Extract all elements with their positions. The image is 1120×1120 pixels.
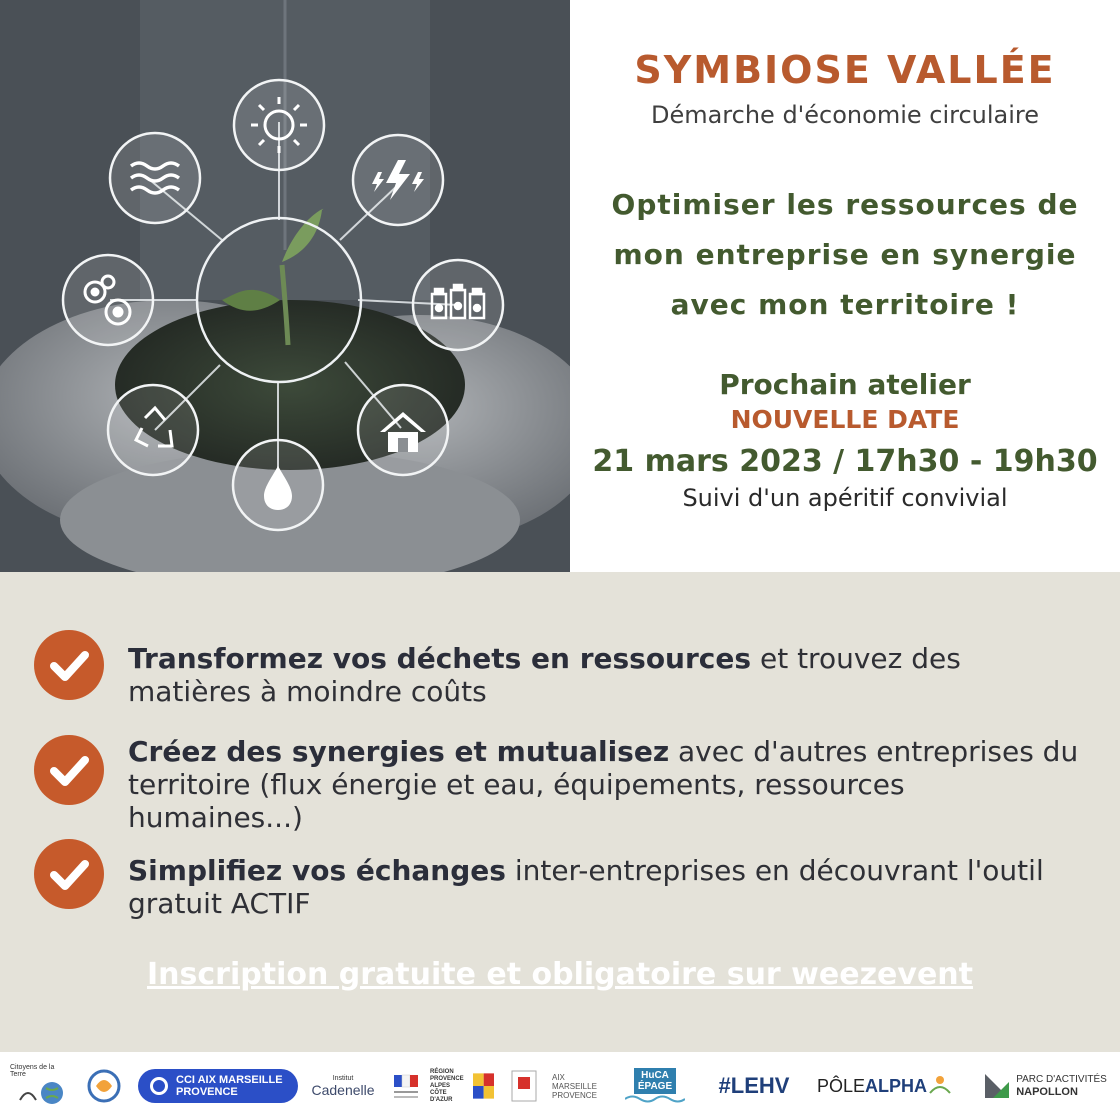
hero-illustration <box>0 0 570 572</box>
cci-icon <box>150 1077 168 1095</box>
logo-huca <box>622 1052 688 1120</box>
new-date-badge: NOUVELLE DATE <box>730 405 960 434</box>
partner-logos <box>0 1052 1120 1120</box>
check-icon <box>34 630 104 700</box>
benefit-rest: et trouvez des matières à moindre coûts <box>128 642 961 708</box>
lehv-label: #LEHV <box>718 1073 790 1098</box>
region-line-3: ALPES <box>430 1082 451 1089</box>
logo-aix-marseille-provence <box>552 1052 612 1120</box>
tagline-line-2: mon entreprise en synergie <box>613 238 1077 271</box>
tagline <box>580 180 1110 330</box>
benefit-bold: Créez des synergies et mutualisez <box>128 735 670 768</box>
workshop-note: Suivi d'un apéritif convivial <box>682 484 1008 512</box>
tagline-line-1: Optimiser les ressources de <box>611 188 1079 221</box>
logo-department <box>504 1052 544 1120</box>
benefit-text <box>128 735 1088 834</box>
napollon-icon <box>983 1072 1011 1100</box>
huca-line-1: HuCA <box>641 1070 669 1081</box>
cadenelle-name: Cadenelle <box>311 1081 375 1098</box>
amp-line-3: PROVENCE <box>552 1090 597 1100</box>
check-icon <box>34 839 104 909</box>
benefits-panel <box>0 572 1120 1052</box>
wave-icon <box>625 1094 685 1104</box>
logo-cci <box>136 1052 300 1120</box>
swirl-icon <box>86 1068 122 1104</box>
logo-republique <box>388 1052 424 1120</box>
amp-line-1: AIX <box>552 1072 565 1082</box>
department-crest-icon <box>510 1069 538 1103</box>
benefit-text <box>128 854 1088 920</box>
check-icon <box>34 735 104 805</box>
logo-swirl <box>82 1052 126 1120</box>
benefit-rest: avec d'autres entreprises du territoire (flux énergie et eau, équipements, ressources humaines...) <box>128 735 1079 834</box>
page-subtitle: Démarche d'économie circulaire <box>650 101 1040 129</box>
logo-citoyens-de-la-terre <box>10 1052 72 1120</box>
page-title: SYMBIOSE VALLÉE <box>634 48 1056 92</box>
logo-cadenelle <box>308 1052 378 1120</box>
benefit-rest: inter-entreprises en découvrant l'outil gratuit ACTIF <box>128 854 1044 920</box>
pole-label: PÔLE <box>816 1075 866 1096</box>
huca-line-2: ÉPAGE <box>637 1081 673 1092</box>
tagline-line-3: avec mon territoire ! <box>670 288 1020 321</box>
workshop-label: Prochain atelier <box>719 368 971 401</box>
region-line-4: CÔTE D'AZUR <box>430 1089 453 1103</box>
region-line-1: RÉGION <box>430 1068 454 1075</box>
cci-line-2: PROVENCE <box>176 1086 238 1098</box>
cci-line-1: CCI AIX MARSEILLE <box>176 1074 283 1086</box>
logo-napollon <box>980 1052 1110 1120</box>
napollon-line-1: PARC D'ACTIVITÉS <box>1016 1074 1107 1085</box>
region-crest-icon <box>473 1073 494 1099</box>
alpha-label: ALPHA <box>865 1075 928 1096</box>
benefit-bold: Transformez vos déchets en ressources <box>128 642 752 675</box>
pole-alpha-icon <box>927 1073 953 1099</box>
logo-pole-alpha <box>810 1052 960 1120</box>
logo-lehv <box>708 1052 800 1120</box>
napollon-line-2: NAPOLLON <box>1016 1086 1078 1098</box>
benefit-text <box>128 642 1088 708</box>
headline-panel <box>570 0 1120 572</box>
amp-line-2: MARSEILLE <box>552 1081 597 1091</box>
logo-citoyens-label: Citoyens de la Terre <box>10 1064 55 1078</box>
benefit-bold: Simplifiez vos échanges <box>128 854 506 887</box>
region-line-2: PROVENCE <box>430 1075 464 1082</box>
logo-region <box>430 1052 494 1120</box>
workshop-date: 21 mars 2023 / 17h30 - 19h30 <box>592 444 1098 479</box>
signup-link[interactable]: Inscription gratuite et obligatoire sur weezevent <box>147 957 973 992</box>
flag-icon <box>392 1071 420 1101</box>
globe-icon <box>16 1078 66 1108</box>
hero-photo <box>0 0 570 572</box>
cadenelle-small: Institut <box>332 1074 354 1082</box>
